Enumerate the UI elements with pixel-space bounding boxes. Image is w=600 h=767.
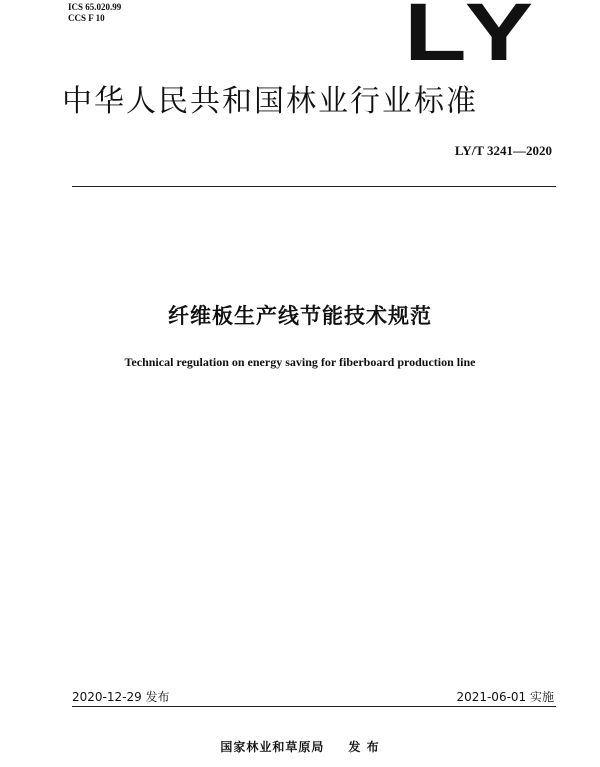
issue-date: 2020-12-29 发布	[72, 690, 170, 704]
standard-number: LY/T 3241—2020	[454, 143, 552, 158]
publisher-line	[0, 739, 600, 755]
ics-code: ICS 65.020.99	[68, 2, 122, 12]
implementation-date: 2021-06-01 实施	[456, 690, 554, 704]
ccs-code: CCS F 10	[68, 13, 105, 23]
bottom-divider	[72, 706, 556, 707]
publisher-name: 国家林业和草原局	[220, 740, 325, 754]
document-title-chinese: 纤维板生产线节能技术规范	[168, 304, 432, 328]
top-divider	[72, 186, 556, 187]
document-title-english: Technical regulation on energy saving for fiberboard production line	[124, 355, 476, 369]
ly-logo: LY	[404, 0, 541, 78]
standard-category-title: 中华人民共和国林业行业标准	[62, 84, 478, 119]
classification-codes	[68, 2, 121, 24]
publisher-action: 发 布	[348, 740, 380, 754]
